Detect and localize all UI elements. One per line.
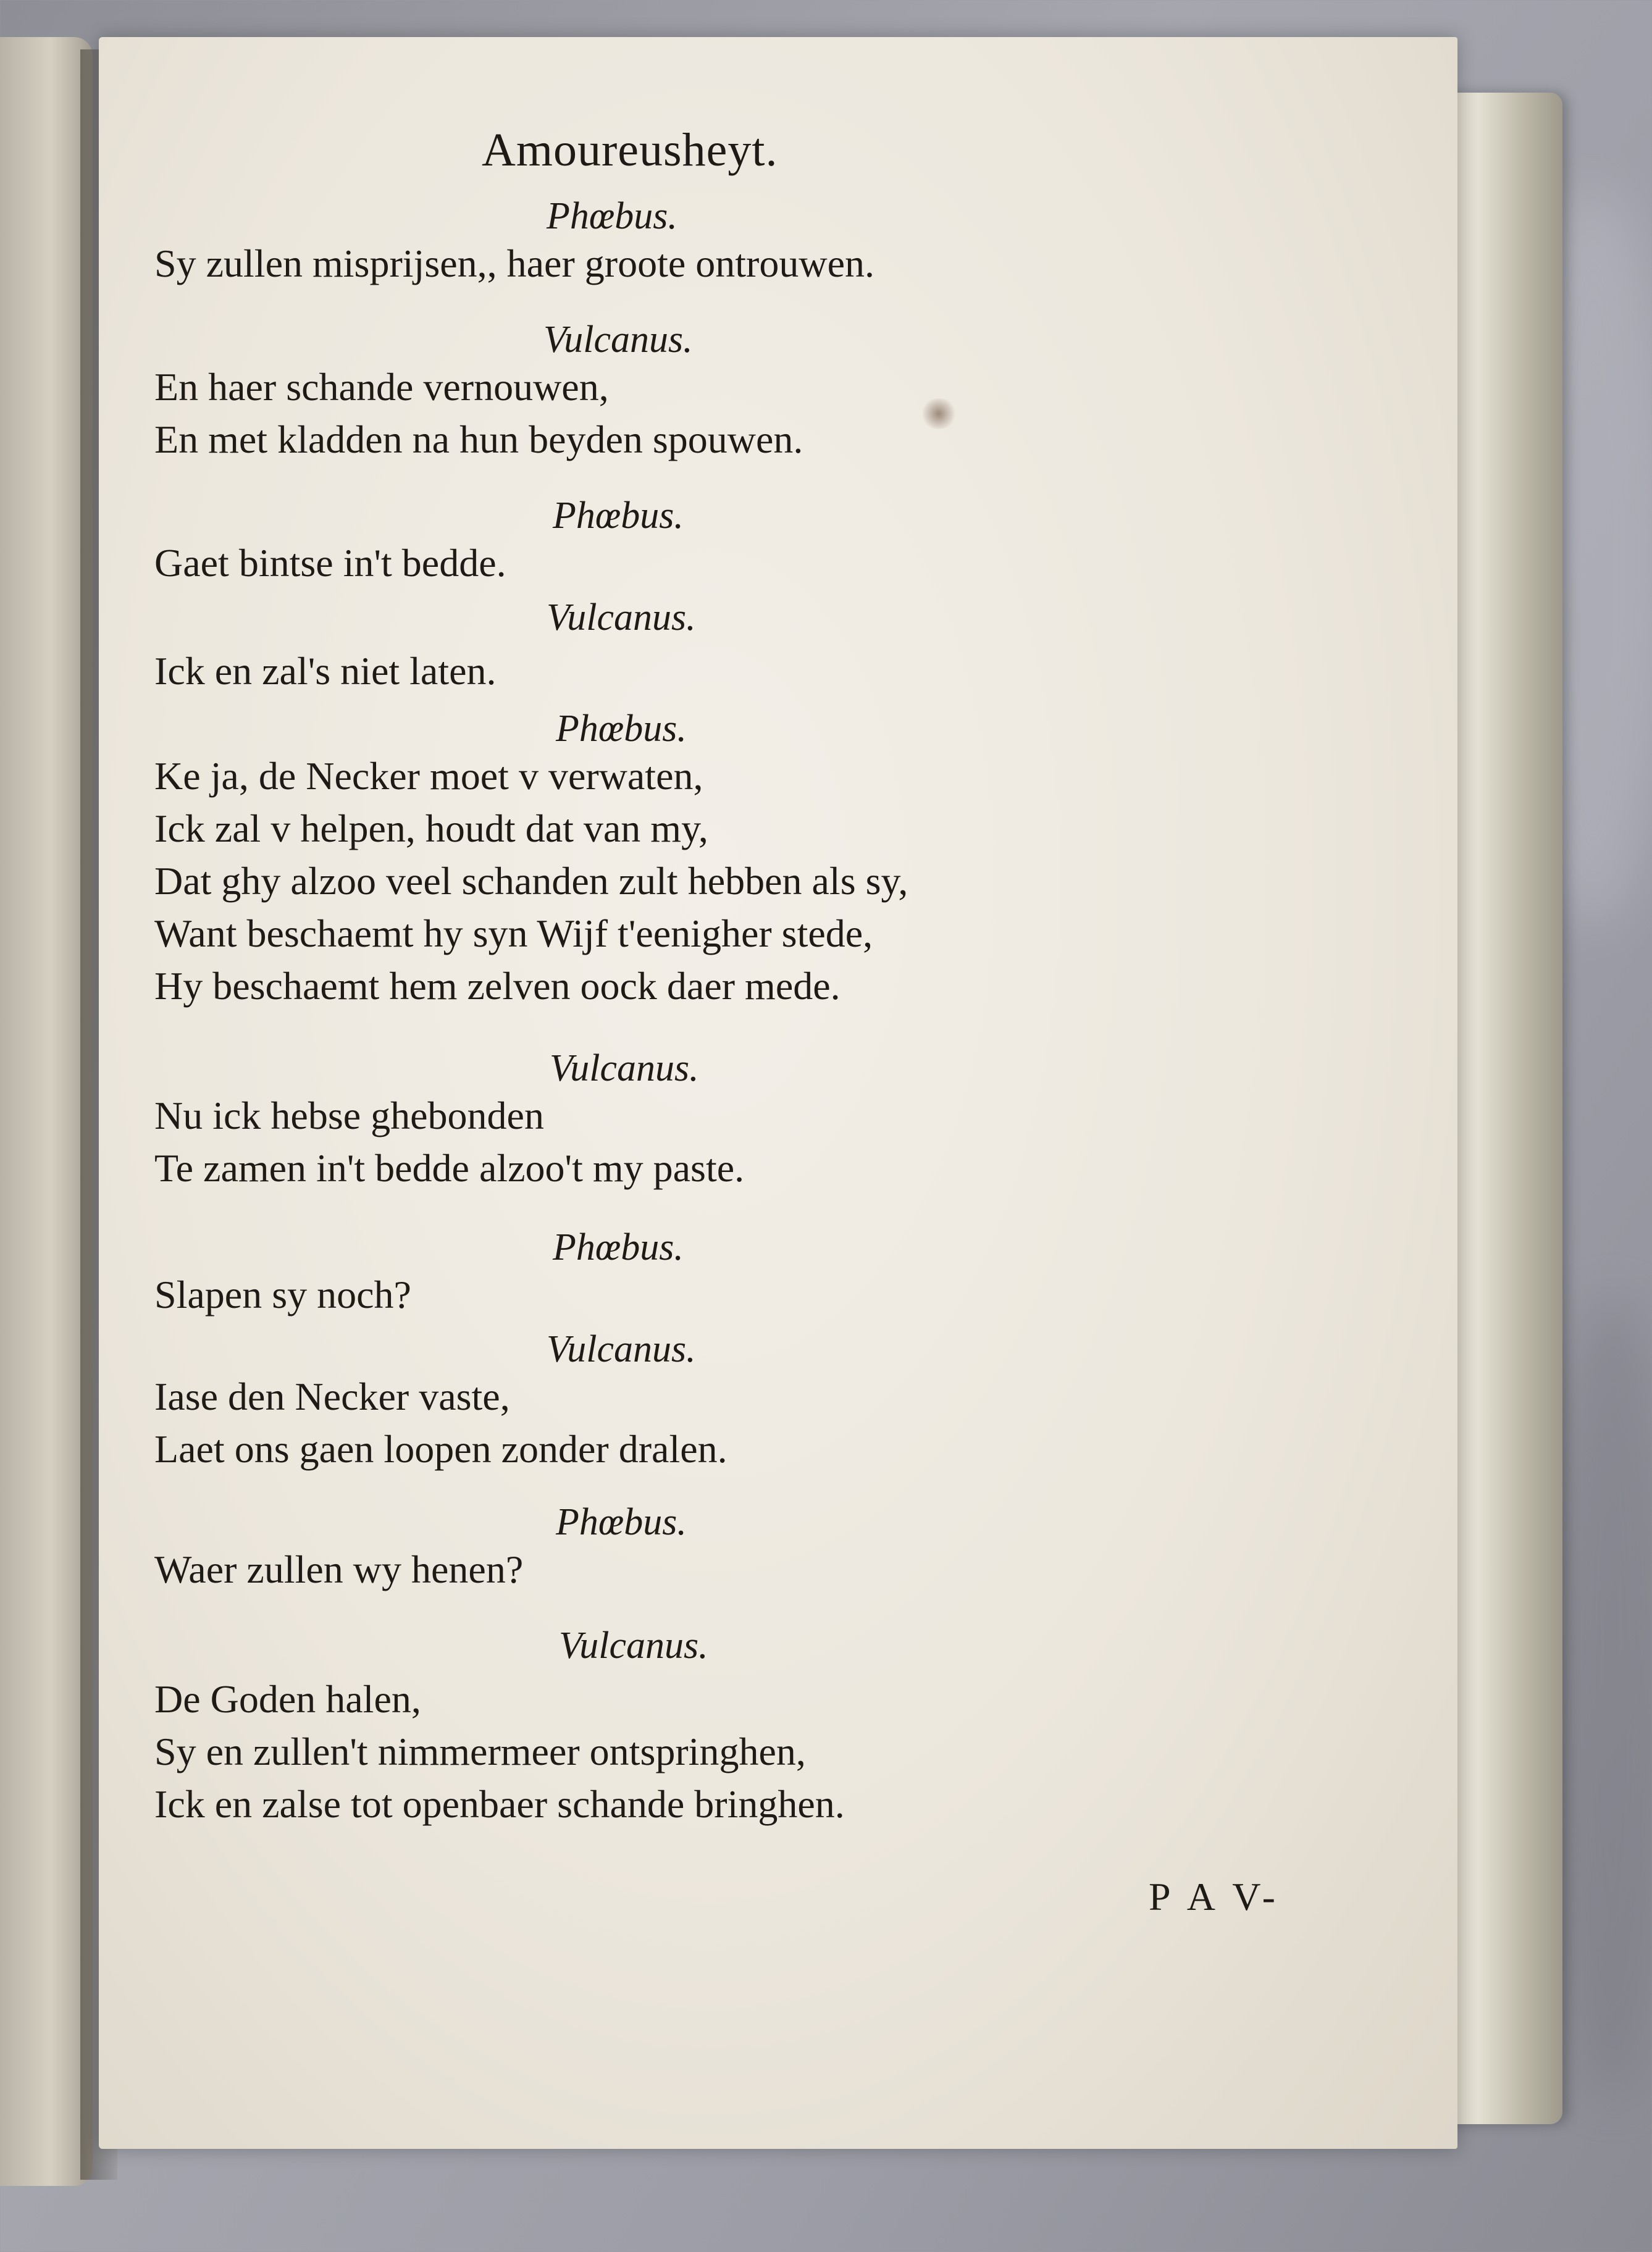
verse-line: Sy zullen misprijsen,, haer groote ontrouwen. <box>154 241 874 285</box>
catchword: P A V- <box>1149 1875 1280 1919</box>
speaker-name: Phœbus. <box>556 1501 687 1543</box>
verse-line: Ick zal v helpen, houdt dat van my, <box>154 806 708 850</box>
speaker-name: Phœbus. <box>547 195 677 237</box>
verse-line: De Goden halen, <box>154 1677 421 1721</box>
verse-line: Laet ons gaen loopen zonder dralen. <box>154 1427 727 1471</box>
speaker-name: Phœbus. <box>553 1226 684 1268</box>
verse-line: Iase den Necker vaste, <box>154 1375 510 1418</box>
running-head: Amoureusheyt. <box>482 124 778 176</box>
verse-line: Gaet bintse in't bedde. <box>154 541 506 585</box>
book-page <box>99 37 1457 2149</box>
verse-line: Ick en zal's niet laten. <box>154 649 497 693</box>
verse-line: Slapen sy noch? <box>154 1273 411 1316</box>
speaker-name: Phœbus. <box>556 708 687 750</box>
verse-line: Hy beschaemt hem zelven oock daer mede. <box>154 964 841 1008</box>
verse-line: Dat ghy alzoo veel schanden zult hebben als sy, <box>154 859 908 903</box>
speaker-name: Vulcanus. <box>559 1625 708 1667</box>
verse-line: Sy en zullen't nimmermeer ontspringhen, <box>154 1730 806 1773</box>
verse-line: Ke ja, de Necker moet v verwaten, <box>154 754 703 798</box>
verse-line: En met kladden na hun beyden spouwen. <box>154 417 803 461</box>
speaker-name: Vulcanus. <box>547 1328 696 1370</box>
verse-line: Te zamen in't bedde alzoo't my paste. <box>154 1146 745 1190</box>
page-text <box>99 37 1457 2149</box>
left-page-edge <box>0 37 93 2186</box>
verse-line: Waer zullen wy henen? <box>154 1547 524 1591</box>
speaker-name: Phœbus. <box>553 495 684 537</box>
verse-line: Nu ick hebse ghebonden <box>154 1094 544 1137</box>
verse-line: Want beschaemt hy syn Wijf t'eenigher stede, <box>154 911 873 955</box>
speaker-name: Vulcanus. <box>543 319 693 361</box>
verse-line: En haer schande vernouwen, <box>154 365 609 409</box>
speaker-name: Vulcanus. <box>550 1047 699 1089</box>
verse-line: Ick en zalse tot openbaer schande bringhen. <box>154 1782 845 1826</box>
speaker-name: Vulcanus. <box>547 596 696 638</box>
